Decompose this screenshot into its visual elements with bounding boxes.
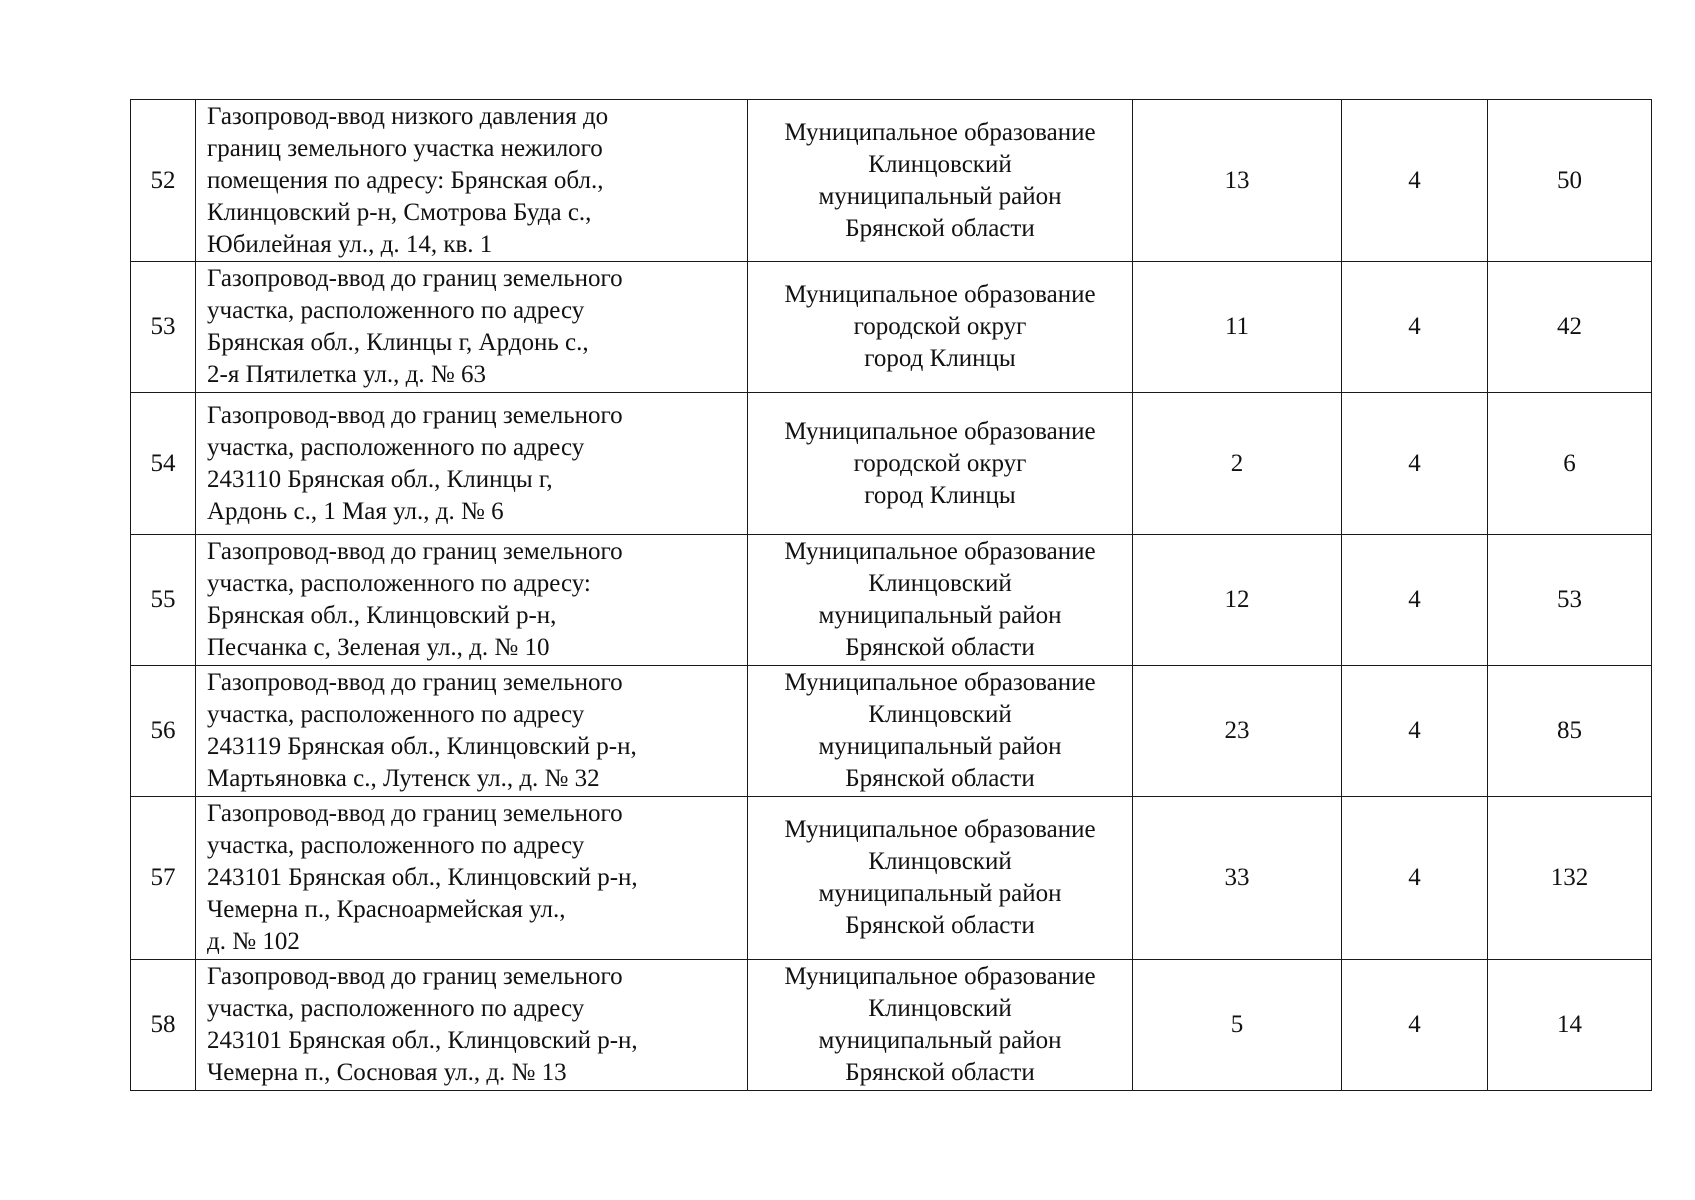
- value-a: 2: [1133, 393, 1342, 535]
- row-number: 58: [131, 960, 196, 1091]
- object-name: [196, 797, 748, 960]
- owner-name-line: муниципальный район: [818, 182, 1062, 210]
- object-name-line: Газопровод-ввод до границ земельного: [207, 265, 623, 292]
- object-name: [196, 666, 748, 797]
- object-name-line: участка, расположенного по адресу: [207, 832, 585, 859]
- object-name-line: участка, расположенного по адресу: [207, 297, 585, 324]
- value-c: 14: [1488, 960, 1652, 1091]
- owner-name-line: городской округ: [853, 449, 1027, 477]
- value-a: 33: [1133, 797, 1342, 960]
- value-b: 4: [1342, 797, 1488, 960]
- object-name-line: Ардонь с., 1 Мая ул., д. № 6: [207, 497, 504, 525]
- owner-name-line: Клинцовский: [868, 570, 1012, 597]
- object-name-line: границ земельного участка нежилого: [207, 134, 603, 162]
- value-a: 5: [1133, 960, 1342, 1091]
- object-name-line: Газопровод-ввод до границ земельного: [207, 800, 623, 827]
- owner-name: [748, 100, 1133, 262]
- object-name: [196, 262, 748, 393]
- object-name: [196, 393, 748, 535]
- value-b: 4: [1342, 960, 1488, 1091]
- owner-name-line: муниципальный район: [818, 602, 1062, 629]
- table-row: [131, 797, 1652, 960]
- value-c: 42: [1488, 262, 1652, 393]
- object-name-line: Юбилейная ул., д. 14, кв. 1: [207, 230, 493, 258]
- table-row: [131, 393, 1652, 535]
- owner-name-line: муниципальный район: [818, 1027, 1062, 1054]
- value-c: 132: [1488, 797, 1652, 960]
- object-name-line: Газопровод-ввод до границ земельного: [207, 401, 623, 429]
- value-c: 85: [1488, 666, 1652, 797]
- owner-name-line: Муниципальное образование: [784, 281, 1096, 308]
- object-name-line: Чемерна п., Сосновая ул., д. № 13: [207, 1059, 567, 1086]
- value-c: 53: [1488, 535, 1652, 666]
- object-name-line: 2-я Пятилетка ул., д. № 63: [207, 361, 486, 388]
- table-body: [131, 100, 1652, 1091]
- table-row: [131, 960, 1652, 1091]
- object-name-line: помещения по адресу: Брянская обл.,: [207, 166, 604, 194]
- object-name-line: Брянская обл., Клинцы г, Ардонь с.,: [207, 329, 589, 356]
- owner-name-line: Муниципальное образование: [784, 538, 1096, 565]
- value-b: 4: [1342, 100, 1488, 262]
- object-name-line: Чемерна п., Красноармейская ул.,: [207, 896, 566, 923]
- object-name-line: 243119 Брянская обл., Клинцовский р-н,: [207, 733, 637, 760]
- object-name-line: д. № 102: [207, 928, 300, 955]
- value-a: 11: [1133, 262, 1342, 393]
- owner-name-line: Муниципальное образование: [784, 669, 1096, 696]
- owner-name: [748, 666, 1133, 797]
- value-b: 4: [1342, 393, 1488, 535]
- owner-name: [748, 960, 1133, 1091]
- owner-name-line: Клинцовский: [868, 848, 1012, 875]
- row-number: 53: [131, 262, 196, 393]
- object-name-line: Брянская обл., Клинцовский р-н,: [207, 602, 557, 629]
- owner-name-line: город Клинцы: [864, 481, 1016, 509]
- owner-name-line: Брянской области: [845, 912, 1035, 939]
- owner-name-line: Брянской области: [845, 1059, 1035, 1086]
- owner-name-line: город Клинцы: [864, 345, 1016, 372]
- value-a: 12: [1133, 535, 1342, 666]
- row-number: 55: [131, 535, 196, 666]
- owner-name-line: Клинцовский: [868, 701, 1012, 728]
- table-row: [131, 666, 1652, 797]
- row-number: 57: [131, 797, 196, 960]
- value-a: 23: [1133, 666, 1342, 797]
- owner-name-line: Клинцовский: [868, 995, 1012, 1022]
- row-number: 56: [131, 666, 196, 797]
- object-name-line: Газопровод-ввод низкого давления до: [207, 102, 609, 130]
- object-name-line: 243101 Брянская обл., Клинцовский р-н,: [207, 864, 638, 891]
- object-name: [196, 960, 748, 1091]
- value-c: 50: [1488, 100, 1652, 262]
- object-name-line: участка, расположенного по адресу: [207, 433, 585, 461]
- owner-name-line: Муниципальное образование: [784, 963, 1096, 990]
- row-number: 54: [131, 393, 196, 535]
- table-row: [131, 100, 1652, 262]
- value-b: 4: [1342, 262, 1488, 393]
- owner-name: [748, 262, 1133, 393]
- object-name-line: Мартьяновка с., Лутенск ул., д. № 32: [207, 765, 600, 792]
- owner-name: [748, 797, 1133, 960]
- owner-name: [748, 535, 1133, 666]
- object-name-line: участка, расположенного по адресу: [207, 995, 585, 1022]
- object-name-line: Песчанка с, Зеленая ул., д. № 10: [207, 634, 550, 661]
- object-name: [196, 100, 748, 262]
- object-name: [196, 535, 748, 666]
- object-name-line: 243101 Брянская обл., Клинцовский р-н,: [207, 1027, 638, 1054]
- owner-name-line: Клинцовский: [868, 150, 1012, 178]
- owner-name-line: Брянской области: [845, 214, 1035, 242]
- value-b: 4: [1342, 666, 1488, 797]
- owner-name-line: Муниципальное образование: [784, 417, 1096, 445]
- owner-name-line: Брянской области: [845, 765, 1035, 792]
- table-row: [131, 262, 1652, 393]
- object-name-line: Газопровод-ввод до границ земельного: [207, 669, 623, 696]
- object-name-line: Газопровод-ввод до границ земельного: [207, 963, 623, 990]
- object-name-line: участка, расположенного по адресу: [207, 701, 585, 728]
- object-name-line: 243110 Брянская обл., Клинцы г,: [207, 465, 553, 493]
- value-c: 6: [1488, 393, 1652, 535]
- owner-name-line: городской округ: [853, 313, 1027, 340]
- owner-name-line: муниципальный район: [818, 880, 1062, 907]
- owner-name-line: Муниципальное образование: [784, 118, 1096, 146]
- row-number: 52: [131, 100, 196, 262]
- value-a: 13: [1133, 100, 1342, 262]
- table-row: [131, 535, 1652, 666]
- value-b: 4: [1342, 535, 1488, 666]
- object-name-line: Клинцовский р-н, Смотрова Буда с.,: [207, 198, 592, 226]
- owner-name-line: муниципальный район: [818, 733, 1062, 760]
- object-name-line: Газопровод-ввод до границ земельного: [207, 538, 623, 565]
- owner-name: [748, 393, 1133, 535]
- objects-table: [130, 99, 1652, 1091]
- owner-name-line: Брянской области: [845, 634, 1035, 661]
- object-name-line: участка, расположенного по адресу:: [207, 570, 591, 597]
- owner-name-line: Муниципальное образование: [784, 816, 1096, 843]
